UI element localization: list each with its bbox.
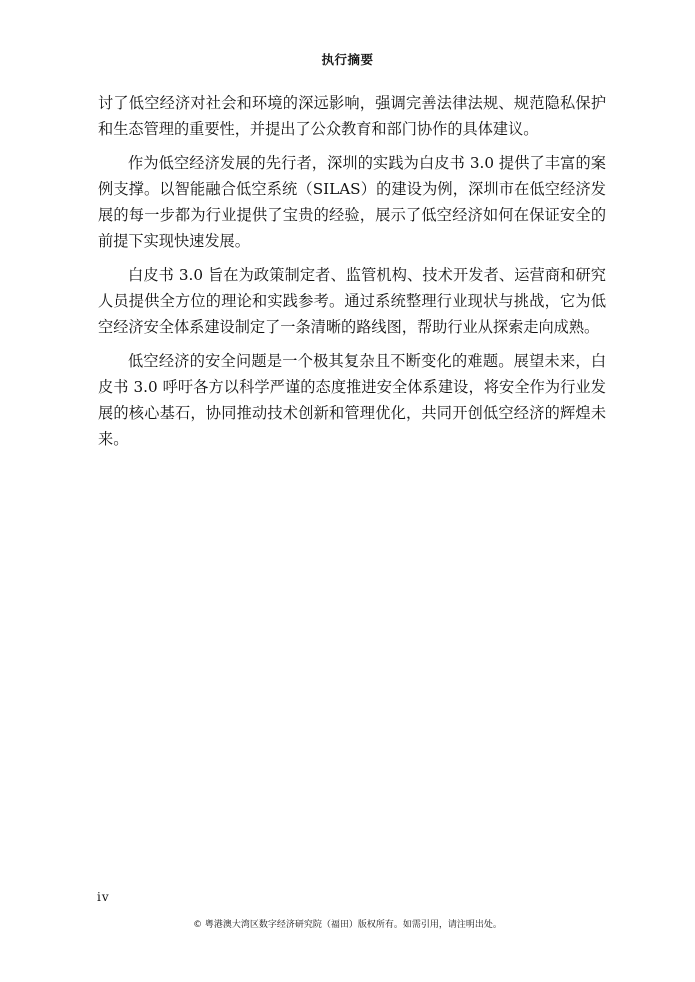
paragraph-outlook: 低空经济的安全问题是一个极其复杂且不断变化的难题。展望未来，白皮书 3.0 呼吁各方以科学严谨的态度推进安全体系建设，将安全作为行业发展的核心基石，协同推动技术创新和管理优化，共同开创低空经济的辉煌未来。 (98, 352, 606, 448)
document-body (98, 90, 606, 460)
paragraph-continuation: 讨了低空经济对社会和环境的深远影响，强调完善法律法规、规范隐私保护和生态管理的重要性，并提出了公众教育和部门协作的具体建议。 (98, 94, 606, 138)
copyright-notice: © 粤港澳大湾区数字经济研究院（福田）版权所有。如需引用，请注明出处。 (193, 920, 502, 930)
page-header-title: 执行摘要 (321, 52, 374, 67)
paragraph-shenzhen-practice: 作为低空经济发展的先行者，深圳的实践为白皮书 3.0 提供了丰富的案例支撑。以智能融合低空系统（SILAS）的建设为例，深圳市在低空经济发展的每一步都为行业提供了宝贵的经验，展示了低空经济如何在保证安全的前提下实现快速发展。 (98, 154, 606, 250)
paragraph-whitepaper-purpose: 白皮书 3.0 旨在为政策制定者、监管机构、技术开发者、运营商和研究人员提供全方位的理论和实践参考。通过系统整理行业现状与挑战，它为低空经济安全体系建设制定了一条清晰的路线图，帮助行业从探索走向成熟。 (98, 266, 606, 336)
page-number: iv (97, 890, 110, 904)
